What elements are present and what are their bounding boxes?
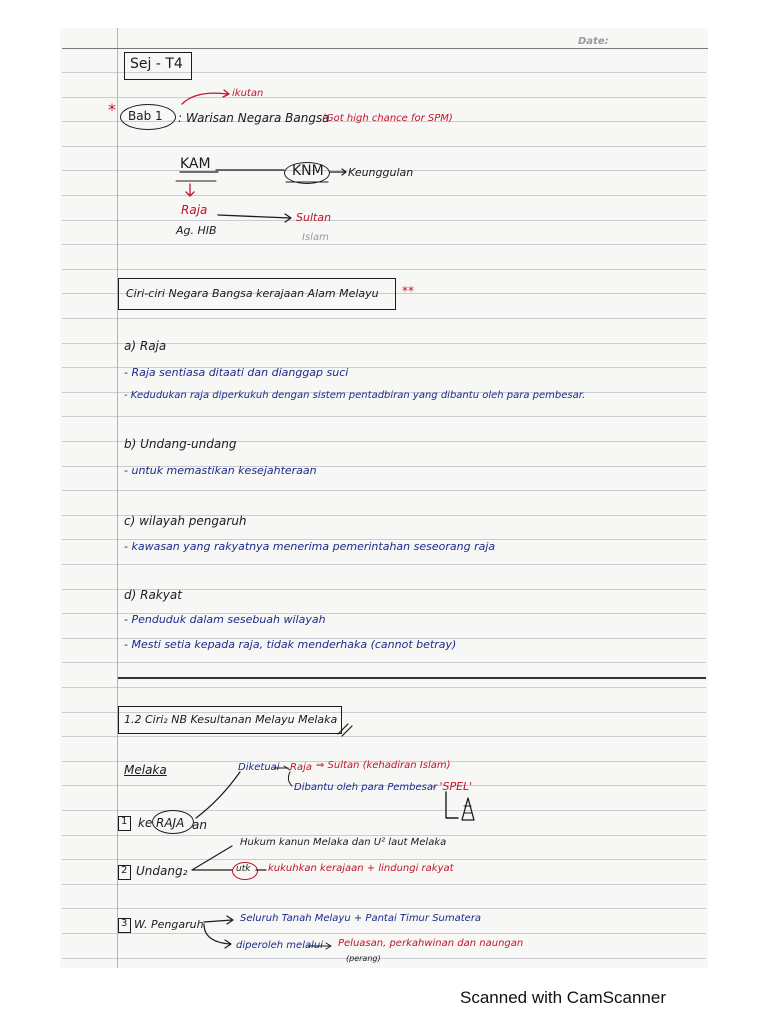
item-2-number: 2 <box>121 865 128 876</box>
bab-title: : Warisan Negara Bangsa <box>178 111 330 125</box>
kukuhkan-note: kukuhkan kerajaan + lindungi rakyat <box>268 863 454 874</box>
hukum-note: Hukum kanun Melaka dan U² laut Melaka <box>240 837 447 848</box>
spel-note: - 'SPEL' <box>432 780 473 793</box>
wilayah-title: c) wilayah pengaruh <box>124 514 247 528</box>
ag-label: Ag. HIB <box>176 224 217 237</box>
raja-point-1: - Raja sentiasa ditaati dan dianggap suci <box>124 366 349 379</box>
keunggulan-label: Keunggulan <box>348 166 414 179</box>
melaka-raja-label: Raja <box>290 762 312 773</box>
undang-point-1: - untuk memastikan kesejahteraan <box>124 464 317 477</box>
bab-label: Bab 1 <box>128 109 163 123</box>
rakyat-point-1: - Penduduk dalam sesebuah wilayah <box>124 613 326 626</box>
scanner-watermark: Scanned with CamScanner <box>460 988 667 1007</box>
star-icon: * <box>108 100 116 119</box>
ikutan-note: ikutan <box>232 88 264 99</box>
section2-heading: 1.2 Ciri₂ NB Kesultanan Melayu Melaka <box>124 713 338 726</box>
date-label: Date: <box>578 36 609 47</box>
diperoleh-note: diperoleh melalui <box>236 940 323 951</box>
peluasan-note: Peluasan, perkahwinan dan naungan <box>338 938 524 949</box>
undang-title: b) Undang-undang <box>124 437 237 451</box>
raja-title: a) Raja <box>124 339 167 353</box>
item-2-label: Undang₂ <box>136 864 188 878</box>
diketuai-label: Diketuai <box>238 762 280 773</box>
item-3-label: W. Pengaruh <box>134 918 204 931</box>
item-1-suffix: an <box>192 818 207 832</box>
sultan-label: Sultan <box>296 211 332 224</box>
stars-icon: ** <box>402 284 414 298</box>
bab-note: (Got high chance for SPM) <box>322 113 453 124</box>
islam-label: Islam <box>302 232 329 243</box>
utk-label: utk <box>236 864 251 874</box>
kam-label: KAM <box>180 156 211 172</box>
sultan-note: ⇒ Sultan (kehadiran Islam) <box>316 760 451 771</box>
item-1-number: 1 <box>121 816 128 827</box>
subject-code: Sej - T4 <box>130 56 183 72</box>
wilayah-point-1: - kawasan yang rakyatnya menerima pemerintahan seseorang raja <box>124 540 496 553</box>
perang-note: (perang) <box>346 954 381 963</box>
rakyat-title: d) Rakyat <box>124 588 182 602</box>
section1-heading: Ciri-ciri Negara Bangsa kerajaan Alam Melayu <box>126 287 379 300</box>
dibantu-note: Dibantu oleh para Pembesar <box>294 782 438 793</box>
item-1-raja: RAJA <box>156 816 185 830</box>
item-3-number: 3 <box>121 918 128 929</box>
item-1-prefix: ke <box>138 816 153 830</box>
seluruh-note: Seluruh Tanah Melayu + Pantai Timur Sumatera <box>240 913 482 924</box>
raja-point-2: - Kedudukan raja diperkukuh dengan sistem pentadbiran yang dibantu oleh para pembesar. <box>124 390 586 401</box>
rakyat-point-2: - Mesti setia kepada raja, tidak menderhaka (cannot betray) <box>124 638 457 651</box>
knm-label: KNM <box>292 163 324 179</box>
melaka-label: Melaka <box>124 763 167 777</box>
raja-label: Raja <box>181 203 208 217</box>
